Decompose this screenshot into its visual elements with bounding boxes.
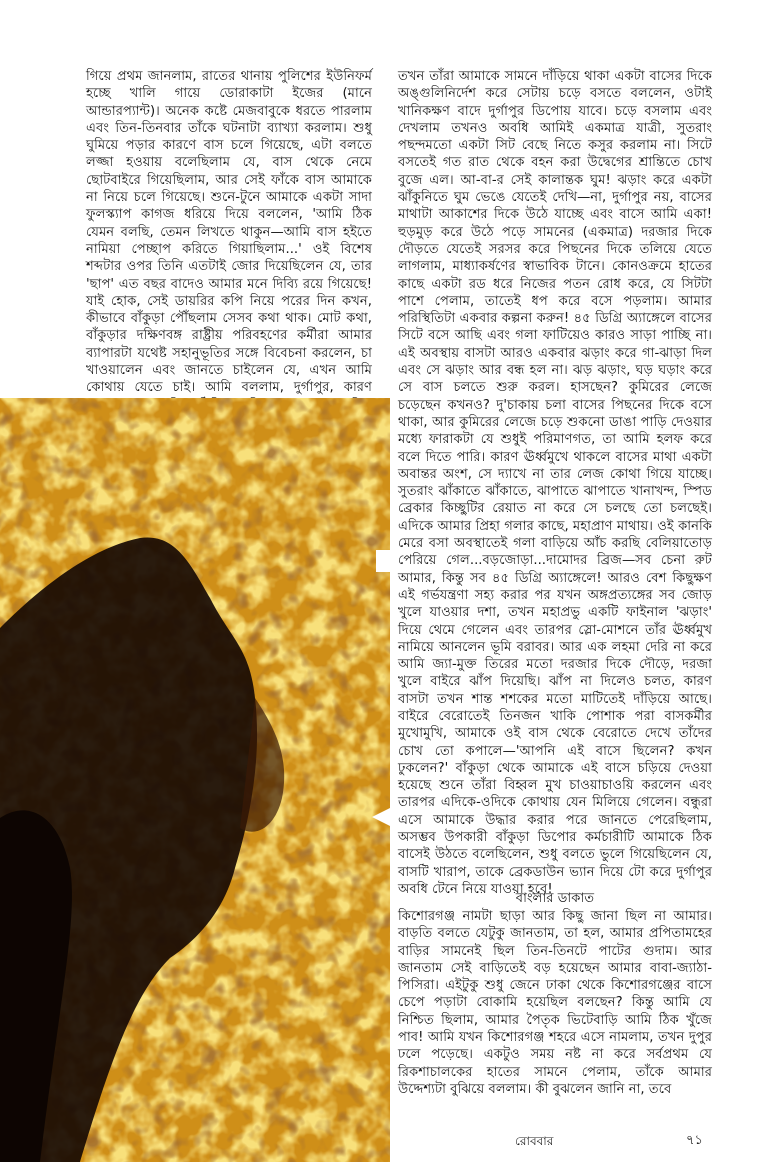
right-column-text-2: কিশোরগঞ্জ নামটা ছাড়া আর কিছু জানা ছিল না আমার। বাড়তি বলতে যেটুকু জানতাম, তা হল, আমার প্রপিতামহের বাড়ির সামনেই ছিল তিন-তিনটে পাটের গুদাম। আর জানতাম সেই বাড়িতেই বড় হয়েছেন আমার বাবা-জ্যাঠা-পিসিরা। এইটুকু শুধু জেনে ঢাকা থেকে কিশোরগঞ্জের বাসে চেপে পড়াটা বোকামি হয়েছিল বলছেন? কিন্তু আমি যে নিশ্চিত ছিলাম, আমার পৈতৃক ভিটেবাড়ি আমি ঠিক খুঁজে পাব! আমি যখন কিশোরগঞ্জ শহরে এসে নামলাম, তখন দুপুর ঢলে পড়েছে। একটুও সময় নষ্ট না করে সর্বপ্রথম যে রিকশাচালকের হাতের সামনে পেলাম, তাঁকে আমার উদ্দেশ্যটা বুঝিয়ে বললাম। কী বুঝলেন জানি না, তবে [398,909,712,1097]
article-right-column-top [398,68,712,897]
left-column-text: গিয়ে প্রথম জানলাম, রাতের থানায় পুলিশের ইউনিফর্ম হচ্ছে খালি গায়ে ডোরাকাটা ইজের (মানে আন্ডারপ্যান্ট)। অনেক কষ্টে মেজবাবুকে ধরতে পারলাম এবং তিন-তিনবার তাঁকে ঘটনাটা ব্যাখ্যা করলাম। শুধু ঘুমিয়ে পড়ার কারণে বাস চলে গিয়েছে, এটা বলতে লজ্জা হওয়ায় বলেছিলাম যে, বাস থেকে নেমে ছোটবাইরে গিয়েছিলাম, আর সেই ফাঁকে বাস আমাকে না নিয়ে চলে গিয়েছে। শুনে-টুনে আমাকে একটা সাদা ফুলস্ক্যাপ কাগজ ধরিয়ে দিয়ে বললেন, 'আমি ঠিক যেমন বলছি, তেমন লিখতে থাকুন—আমি বাস হইতে নামিয়া পেচ্ছাপ করিতে গিয়াছিলাম...' ওই বিশেষ শব্দটার ওপর তিনি এতটাই জোর দিয়েছিলেন যে, তার 'ছাপ' এত বছর বাদেও আমার মনে দিব্যি রয়ে গিয়েছে! যাই হোক, সেই ডায়রির কপি নিয়ে পরের দিন কখন, কীভাবে বাঁকুড়া পৌঁছলাম সেসব কথা থাক। মোট কথা, বাঁকুড়ার দক্ষিণবঙ্গ রাষ্ট্রীয় পরিবহণের কর্মীরা আমার ব্যাপারটা যথেষ্ট সহানুভূতির সঙ্গে বিবেচনা করলেন, চা খাওয়ালেন এবং জানতে চাইলেন যে, এখন আমি কোথায় যেতে চাই। আমি বললাম, দুর্গাপুর, কারণ [86,69,372,396]
article-right-column-bottom [398,908,712,1144]
page-number: ৭১ [686,1133,703,1148]
article-photo [0,398,390,1162]
right-column-text: তখন তাঁরা আমাকে সামনে দাঁড়িয়ে থাকা একটা বাসের দিকে অঙ্গুলিনির্দেশ করে সেটায় চড়ে বসতে বললেন, ওটাই খানিকক্ষণ বাদে দুর্গাপুর ডিপোয় যাবে। চড়ে বসলাম এবং দেখলাম তখনও অবধি আমিই একমাত্র যাত্রী, সুতরাং পছন্দমতো একটা সিট বেছে নিতে কসুর করলাম না। সিটে বসতেই গত রাত থেকে বহন করা উদ্বেগের শ্রান্তিতে চোখ বুজে এল। আ-বা-র সেই কালান্তক ঘুম! ঝড়াং করে একটা ঝাঁকুনিতে ঘুম ভেঙে যেতেই দেখি—না, দুর্গাপুর নয়, বাসের মাথাটা আকাশের দিকে উঠে যাচ্ছে এবং বাসে আমি একা! হুড়মুড় করে উঠে পড়ে সামনের (একমাত্র) দরজার দিকে দৌড়তে যেতেই সরসর করে পিছনের দিকে তলিয়ে যেতে লাগলাম, মাধ্যাকর্ষণের স্বাভাবিক টানে। কোনওক্রমে হাতের কাছে একটা রড ধরে নিজের পতন রোধ করে, যে সিটটা পাশে পেলাম, তাতেই ধপ করে বসে পড়লাম। আমার পরিস্থিতিটা একবার কল্পনা করুন! ৪৫ ডিগ্রি অ্যাঙ্গেলে বাসের সিটে বসে আছি এবং গলা ফাটিয়েও কারও সাড়া পাচ্ছি না। এই অবস্থায় বাসটা আরও একবার ঝড়াং করে গা-ঝাড়া দিল এবং সে ঝড়াং আর বন্ধ হল না। ঝড় ঝড়াং, ঘড় ঘড়াং করে সে বাস চলতে শুরু করল। হাসছেন? কুমিরের লেজে চড়েছেন কখনও? দু'চাকায় চলা বাসের পিছনের দিকে বসে থাকা, আর কুমিরের লেজে চড়ে শুকনো ডাঙা পাড়ি দেওয়ার মধ্যে ফারাকটা যে শুধুই পরিমাণগত, তা আমি হলফ করে বলে দিতে পারি। কারণ ঊর্ধ্বমুখে থাকলে বাসের মাথা একটা অবান্তর অংশ, সে দ্যাখে না তার লেজ কোথা গিয়ে যাচ্ছে। সুতরাং ঝাঁকাতে ঝাঁকাতে, ঝাপাতে ঝাপাতে খানাখন্দ, স্পিড ব্রেকার কিচ্ছুটির রেয়াত না করে সে চলছে তো চলছেই। এদিকে আমার প্রিহা গলার কাছে, মহাপ্রাণ মাথায়। ওই কানকি মেরে বসা অবস্থাতেই গলা বাড়িয়ে আঁচ করছি বেলিয়াতোড় পেরিয়ে গেল...বড়জোড়া...দামোদর ব্রিজ—সব চেনা রুট আমার, কিন্তু সব ৪৫ ডিগ্রি অ্যাঙ্গেলে! আরও বেশ কিছুক্ষণ এই গর্ভযন্ত্রণা সহ্য করার পর যখন অঙ্গপ্রত্যঙ্গের সব জোড় খুলে যাওয়ার দশা, তখন মহাপ্রভু একটি ফাইনাল 'ঝড়াং' দিয়ে থেমে গেলেন এবং তারপর স্লো-মোশনে তাঁর ঊর্ধ্বমুখ নামিয়ে আনলেন ভূমি বরাবর। আর এক লহমা দেরি না করে আমি জ্যা-মুক্ত তিরের মতো দরজার দিকে দৌড়ে, দরজা খুলে বাইরে ঝাঁপ দিয়েছি। ঝাঁপ না দিলেও চলত, কারণ বাসটা তখন শান্ত শশকের মতো মাটিতেই দাঁড়িয়ে আছে। বাইরে বেরোতেই তিনজন খাকি পোশাক পরা বাসকর্মীর মুখোমুখি, আমাকে ওই বাস থেকে বেরোতে দেখে তাঁদের চোখ তো কপালে—'আপনি এই বাসে ছিলেন? কখন ঢুকলেন?' বাঁকুড়া থেকে আমাকে এই বাসে চড়িয়ে দেওয়া হয়েছে শুনে তাঁরা বিহ্বল মুখ চাওয়াচাওয়ি করলেন এবং তারপর এদিকে-ওদিকে কোথায় যেন মিলিয়ে গেলেন। বন্ধুরা এসে আমাকে উদ্ধার করার পরে জানতে পেরেছিলাম, অসম্ভব উপকারী বাঁকুড়া ডিপোর কর্মচারীটি আমাকে ঠিক বাসেই উঠতে বলেছিলেন, শুধু বলতে ভুলে গিয়েছিলেন যে, বাসটি খারাপ, তাকে ব্রেকডাউন ভ্যান দিয়ে টো করে দুর্গাপুর অবধি টেনে নিয়ে যাওয়া হবে! [398,69,712,897]
section-heading: বাংলার ডাকাত [515,891,595,906]
footer-publication: রোববার [515,1134,554,1148]
article-left-column [86,68,372,396]
abstract-bus-photo-icon [0,398,390,1162]
photo-notch-top [376,550,390,572]
photo-notch-arrow [372,808,390,826]
